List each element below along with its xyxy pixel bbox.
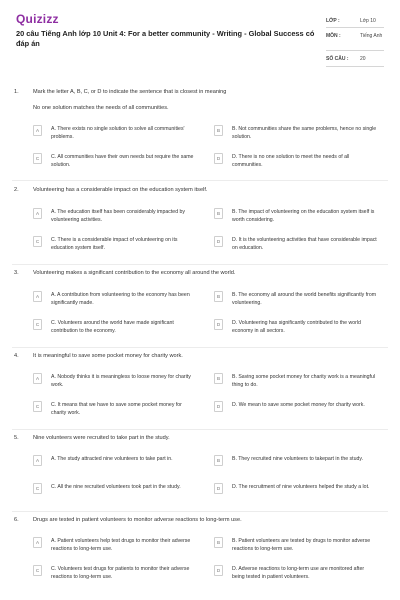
question-number: 5.: [14, 435, 19, 441]
option-letter-box[interactable]: D: [214, 236, 223, 247]
option-text: A. Nobody thinks it is meaningless to loose money for charity work.: [51, 374, 191, 388]
question-divider: [12, 347, 388, 348]
option-letter-box[interactable]: A: [33, 373, 42, 384]
question-prompt: Volunteering has a considerable impact on the education system itself.: [33, 187, 208, 193]
option-letter-box[interactable]: B: [214, 208, 223, 219]
option-letter-box[interactable]: D: [214, 483, 223, 494]
subject-label: MÔN :: [326, 33, 341, 39]
option-letter-box[interactable]: D: [214, 401, 223, 412]
question-divider: [12, 511, 388, 512]
option-text: C. All the nine recruited volunteers took part in the study.: [51, 484, 181, 490]
option-letter-box[interactable]: B: [214, 373, 223, 384]
meta-divider: [326, 50, 384, 51]
option-text: D. There is no one solution to meet the needs of all communities.: [232, 154, 350, 168]
question-count-label: SỐ CÂU :: [326, 56, 349, 62]
option-text: C. All communities have their own needs but require the same solution.: [51, 154, 194, 168]
option-text: B. Patient volunteers are tested by drugs to monitor adverse reactions to long-term use.: [232, 538, 371, 552]
option-text: C. Volunteers test drugs for patients to monitor their adverse reactions to long-term use.: [51, 566, 190, 580]
option-text: D. It is the volunteering activities that have considerable impact on education.: [232, 237, 377, 251]
option-text: C. Volunteers around the world have made significant contribution to the economy.: [51, 320, 174, 334]
option-letter-box[interactable]: C: [33, 565, 42, 576]
option-text: D. Adverse reactions to long-term use are monitored after being tested in patient volunteers.: [232, 566, 365, 580]
option-letter-box[interactable]: A: [33, 537, 42, 548]
option-letter-box[interactable]: C: [33, 483, 42, 494]
option-text: A. A contribution from volunteering to the economy has been significantly made.: [51, 292, 190, 306]
option-text: D. The recruitment of nine volunteers helped the study a lot.: [232, 484, 370, 490]
question-count-value: 20: [360, 56, 366, 62]
option-text: B. The economy all around the world benefits significantly from volunteering.: [232, 292, 377, 306]
option-text: D. Volunteering has significantly contributed to the world economy in all sectors.: [232, 320, 361, 334]
question-prompt: Nine volunteers were recruited to take part in the study.: [33, 435, 170, 441]
option-letter-box[interactable]: C: [33, 236, 42, 247]
option-letter-box[interactable]: B: [214, 125, 223, 136]
option-letter-box[interactable]: A: [33, 125, 42, 136]
question-prompt: Drugs are tested in patient volunteers to monitor adverse reactions to long-term use.: [33, 517, 242, 523]
option-text: C. There is a considerable impact of volunteering on its education system itself.: [51, 237, 178, 251]
option-text: A. Patient volunteers help test drugs to monitor their adverse reactions to long-term use.: [51, 538, 191, 552]
option-letter-box[interactable]: B: [214, 537, 223, 548]
option-letter-box[interactable]: C: [33, 401, 42, 412]
class-value: Lớp 10: [360, 18, 376, 24]
question-number: 1.: [14, 89, 19, 95]
question-divider: [12, 429, 388, 430]
option-letter-box[interactable]: A: [33, 291, 42, 302]
class-label: LỚP :: [326, 18, 340, 24]
option-text: A. The study attracted nine volunteers to take part in.: [51, 456, 173, 462]
option-text: B. Not communities share the same problems, hence no single solution.: [232, 126, 377, 140]
subject-value: Tiếng Anh: [360, 33, 383, 39]
question-prompt: It is meaningful to save some pocket money for charity work.: [33, 353, 183, 359]
option-text: B. They recruited nine volunteers to takepart in the study.: [232, 456, 364, 462]
question-number: 4.: [14, 353, 19, 359]
option-letter-box[interactable]: D: [214, 319, 223, 330]
option-letter-box[interactable]: B: [214, 291, 223, 302]
header: [0, 0, 400, 80]
option-text: C. It means that we have to save some pocket money for charity work.: [51, 402, 182, 416]
option-text: B. Saving some pocket money for charity work is a meaningful thing to do.: [232, 374, 376, 388]
option-letter-box[interactable]: D: [214, 565, 223, 576]
option-text: D. We mean to save some pocket money for charity work.: [232, 402, 365, 408]
option-letter-box[interactable]: D: [214, 153, 223, 164]
option-letter-box[interactable]: A: [33, 208, 42, 219]
option-text: A. There exists no single solution to solve all communities' problems.: [51, 126, 185, 140]
quizizz-logo[interactable]: Quizizz: [16, 12, 59, 26]
question-prompt: Volunteering makes a significant contribution to the economy all around the world.: [33, 270, 236, 276]
question-divider: [12, 180, 388, 181]
option-letter-box[interactable]: B: [214, 455, 223, 466]
question-sentence: No one solution matches the needs of all communities.: [33, 105, 169, 111]
question-number: 3.: [14, 270, 19, 276]
worksheet-title: 20 câu Tiếng Anh lớp 10 Unit 4: For a better community - Writing - Global Success có đáp án: [16, 29, 315, 48]
meta-divider: [326, 66, 384, 67]
option-text: B. The impact of volunteering on the education system itself is worth considering.: [232, 209, 375, 223]
option-letter-box[interactable]: C: [33, 319, 42, 330]
question-number: 2.: [14, 187, 19, 193]
question-prompt: Mark the letter A, B, C, or D to indicate the sentence that is closest in meaning: [33, 89, 227, 95]
option-text: A. The education itself has been considerably impacted by volunteering activities.: [51, 209, 185, 223]
question-divider: [12, 264, 388, 265]
meta-divider: [326, 27, 384, 28]
option-letter-box[interactable]: A: [33, 455, 42, 466]
question-number: 6.: [14, 517, 19, 523]
option-letter-box[interactable]: C: [33, 153, 42, 164]
